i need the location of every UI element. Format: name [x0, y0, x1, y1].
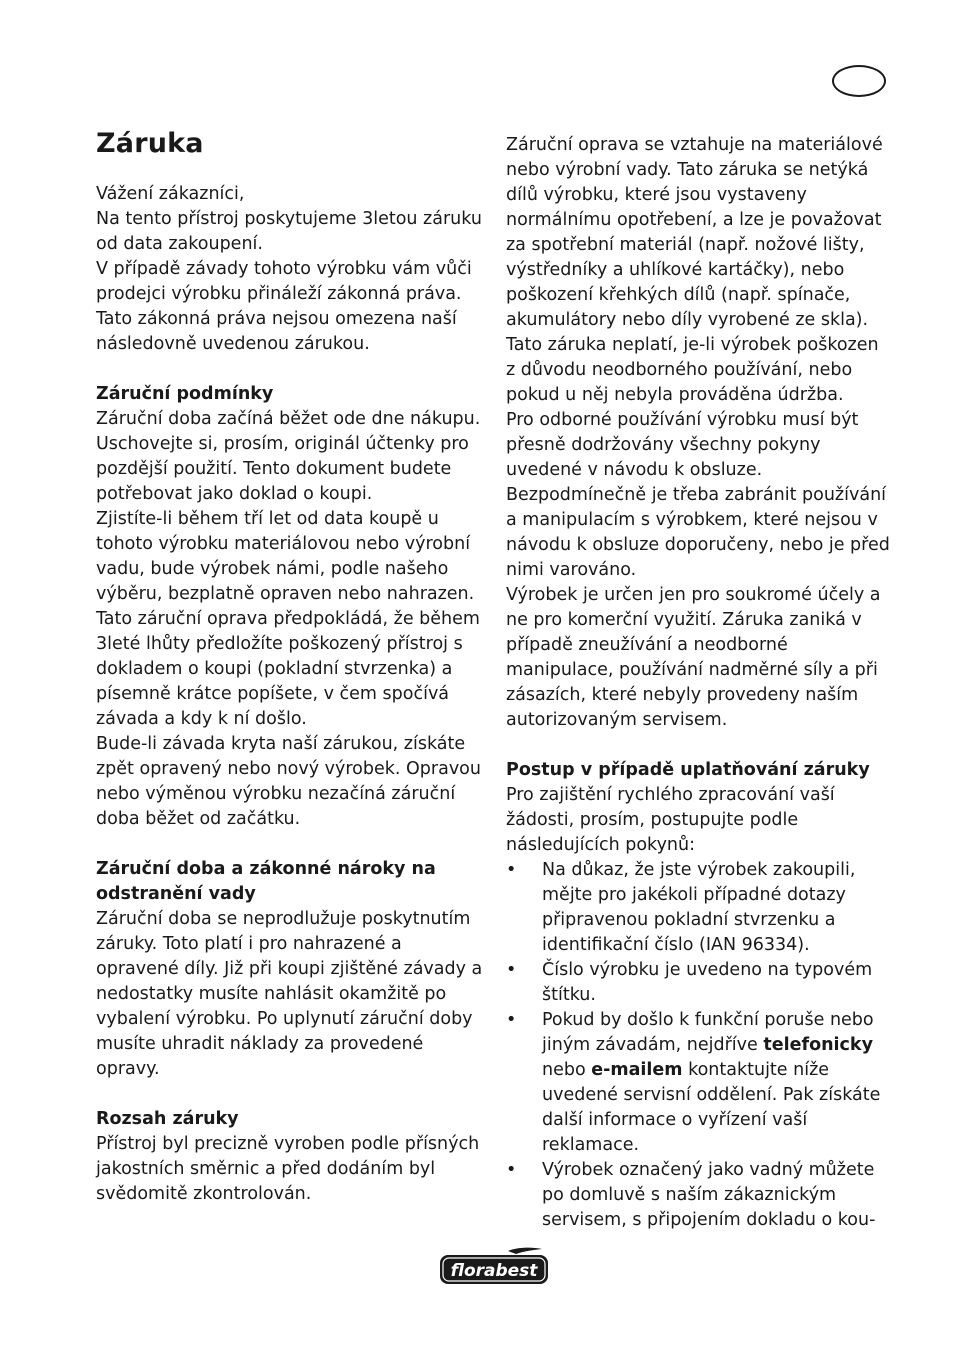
- section-heading: Rozsah záruky: [96, 1109, 239, 1129]
- list-item-text: Na důkaz, že jste výrobek zakoupili, mějte pro jakékoli případné dotazy připravenou pokladní stvrzenku a identifikační číslo (IAN 96334).: [542, 860, 856, 955]
- intro: [96, 182, 488, 357]
- section-paragraph: Tato záruka neplatí, je-li výrobek poškozen z důvodu neodborného používání, nebo pokud u něj nebyla prováděna údržba.: [506, 335, 879, 405]
- bullet-icon: •: [506, 1010, 517, 1030]
- intro-paragraph: V případě závady tohoto výrobku vám vůči prodejci výrobku přináleží zákonná práva. Tato zákonná práva nejsou omezena naší následovně uvedenou zárukou.: [96, 259, 472, 354]
- section-paragraph: Zjistíte-li během tří let od data koupě u tohoto výrobku materiálovou nebo výrobní vadu, bude výrobek námi, podle našeho výběru, bezplatně opraven nebo nahrazen. Tato záruční oprava předpokládá, že během 3leté lhůty předložíte poškozený přístroj s dokladem o koupi (pokladní stvrzenka) a písemně krátce popíšete, v čem spočívá závada a kdy k ní došlo.: [96, 509, 480, 729]
- language-badge: [832, 65, 886, 97]
- list-item: [506, 958, 890, 1008]
- bullet-icon: •: [506, 1160, 517, 1180]
- left-column: [96, 128, 488, 1207]
- section-paragraph: Záruční oprava se vztahuje na materiálové nebo výrobní vady. Tato záruka se netýká dílů výrobku, které jsou vystaveny normálnímu opotřebení, a lze je považovat za spotřební materiál (např. nožové lišty, výstředníky a uhlíkové kartáčky), nebo poškození křehkých dílů (např. spínače, akumulátory nebo díly vyrobené ze skla).: [506, 135, 883, 330]
- emphasis-email: e-mailem: [591, 1060, 683, 1080]
- section-procedure: [506, 758, 890, 1233]
- section-scope-continued: [506, 133, 890, 733]
- intro-paragraph: Na tento přístroj poskytujeme 3letou záruku od data zakoupení.: [96, 209, 482, 254]
- logo-wordmark: florabest: [450, 1261, 538, 1281]
- section-heading: Záruční podmínky: [96, 384, 274, 404]
- section-heading: Postup v případě uplatňování záruky: [506, 760, 870, 780]
- list-item: [506, 1158, 890, 1233]
- list-item-text: [542, 1010, 880, 1155]
- section-paragraph: Bude-li závada kryta naší zárukou, získáte zpět opravený nebo nový výrobek. Opravou nebo výměnou výrobku nezačíná záruční doba běžet od začátku.: [96, 734, 481, 829]
- list-item: [506, 858, 890, 958]
- list-item-text: Výrobek označený jako vadný můžete po domluvě s naším zákaznickým servisem, s připojením dokladu o kou-: [542, 1160, 876, 1230]
- list-item-text-part: kontaktujte níže uvedené servisní oddělení. Pak získáte další informace o vyřízení vaší reklamace.: [542, 1060, 881, 1155]
- page-title: Záruka: [96, 128, 204, 159]
- procedure-list: [506, 858, 890, 1233]
- section-paragraph: Pro odborné používání výrobku musí být přesně dodržovány všechny pokyny uvedené v návodu k obsluze. Bezpodmínečně je třeba zabránit používání a manipulacím s výrobkem, které nejsou v návodu k obsluze doporučeny, nebo je před nimi varováno.: [506, 410, 890, 580]
- list-item-text-part: nebo: [542, 1060, 592, 1080]
- florabest-logo: [438, 1246, 550, 1286]
- bullet-icon: •: [506, 960, 517, 980]
- list-item: [506, 1008, 890, 1158]
- section-paragraph: Záruční doba začíná běžet ode dne nákupu. Uschovejte si, prosím, originál účtenky pro pozdější použití. Tento dokument budete potřebovat jako doklad o koupi.: [96, 409, 481, 504]
- section-paragraph: Záruční doba se neprodlužuje poskytnutím záruky. Toto platí i pro nahrazené a opravené díly. Již při koupi zjištěné závady a nedostatky musíte nahlásit okamžitě po vybalení výrobku. Po uplynutí záruční doby musíte uhradit náklady za provedené opravy.: [96, 909, 483, 1079]
- bullet-icon: •: [506, 860, 517, 880]
- section-paragraph: Pro zajištění rychlého zpracování vaší žádosti, prosím, postupujte podle následujících pokynů:: [506, 785, 835, 855]
- section-conditions: [96, 382, 488, 832]
- emphasis-telephone: telefonicky: [763, 1035, 873, 1055]
- section-period: [96, 857, 488, 1082]
- section-paragraph: Výrobek je určen jen pro soukromé účely a ne pro komerční využití. Záruka zaniká v případě zneužívání a neodborné manipulace, používání nadměrné síly a při zásazích, které nebyly provedeny naším autorizovaným servisem.: [506, 585, 881, 730]
- intro-greeting: Vážení zákazníci,: [96, 184, 245, 204]
- list-item-text: Číslo výrobku je uvedeno na typovém štítku.: [542, 960, 873, 1005]
- section-paragraph: Přístroj byl precizně vyroben podle přísných jakostních směrnic a před dodáním byl svědomitě zkontrolován.: [96, 1134, 480, 1204]
- right-column: [506, 133, 890, 1233]
- section-heading: Záruční doba a zákonné nároky na odstranění vady: [96, 859, 436, 904]
- section-scope: [96, 1107, 488, 1207]
- list-item-text-part: Pokud by došlo k funkční poruše nebo jiným závadám, nejdříve: [542, 1010, 874, 1055]
